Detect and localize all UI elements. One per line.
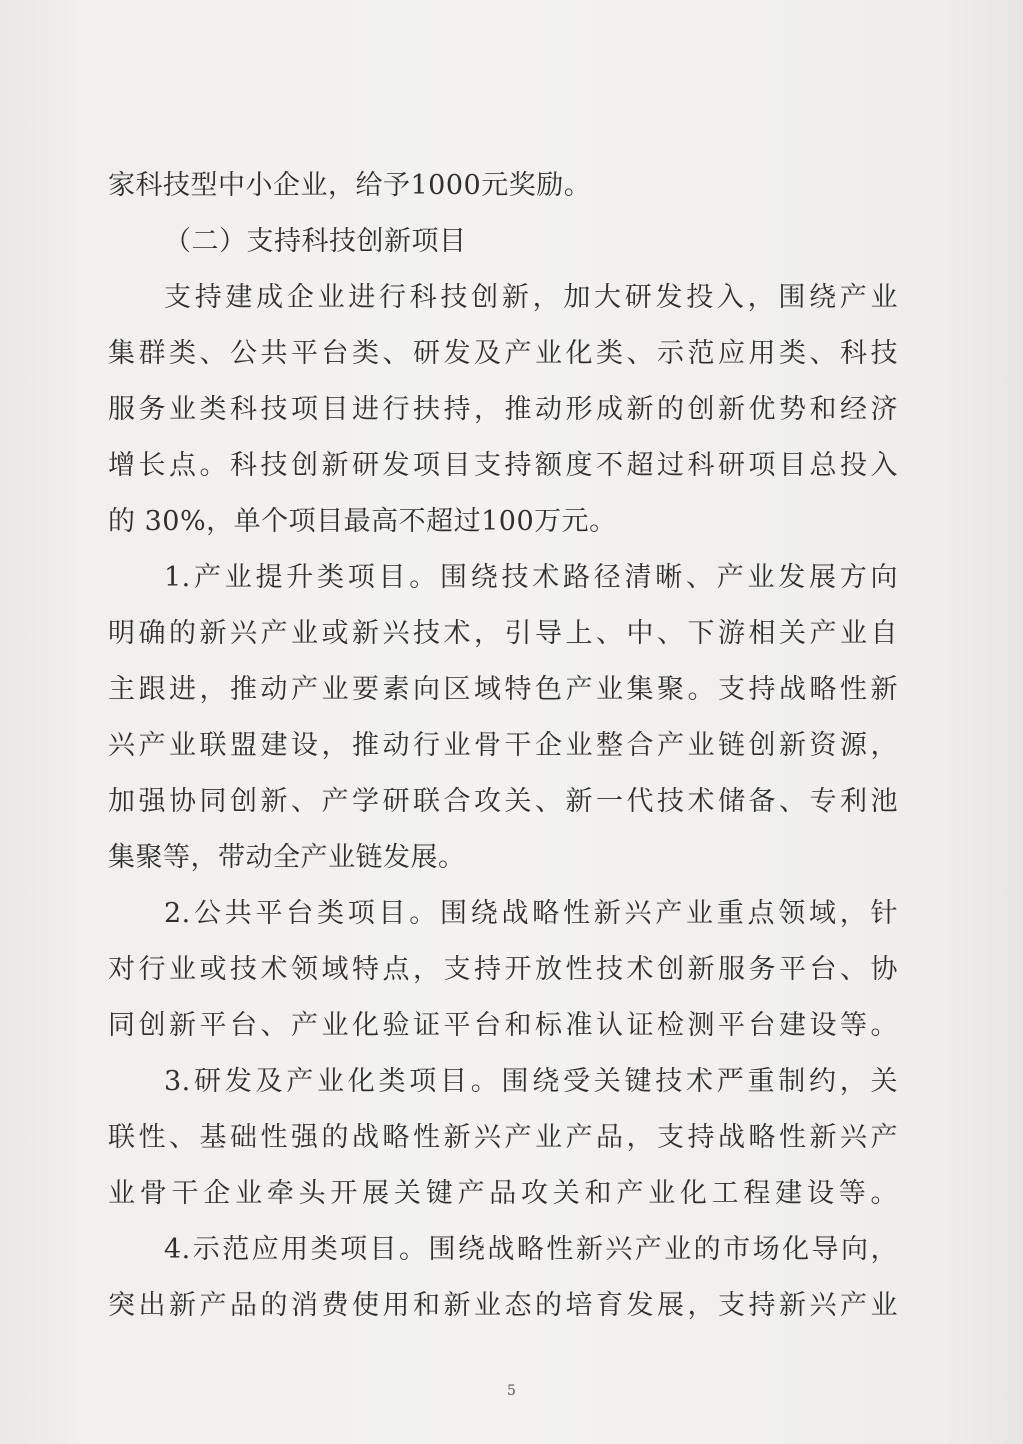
- text-line: 的 30%，单个项目最高不超过100万元。: [108, 506, 617, 537]
- text-line: 对行业或技术领域特点，支持开放性技术创新服务平台、协: [108, 954, 898, 985]
- text-line: 集群类、公共平台类、研发及产业化类、示范应用类、科技: [108, 338, 898, 369]
- text-line: 主跟进，推动产业要素向区域特色产业集聚。支持战略性新: [108, 674, 898, 705]
- text-line: 支持建成企业进行科技创新，加大研发投入，围绕产业: [164, 282, 898, 313]
- text-line: 加强协同创新、产学研联合攻关、新一代技术储备、专利池: [108, 786, 898, 817]
- section-heading: （二）支持科技创新项目: [164, 226, 467, 257]
- body-text: [108, 158, 898, 1334]
- text-line: 家科技型中小企业，给予1000元奖励。: [108, 170, 592, 201]
- text-line: 突出新产品的消费使用和新业态的培育发展，支持新兴产业: [108, 1290, 898, 1321]
- text-line: 4.示范应用类项目。围绕战略性新兴产业的市场化导向，: [164, 1234, 898, 1265]
- text-line: 明确的新兴产业或新兴技术，引导上、中、下游相关产业自: [108, 618, 898, 649]
- text-line: 服务业类科技项目进行扶持，推动形成新的创新优势和经济: [108, 394, 898, 425]
- text-line: 联性、基础性强的战略性新兴产业产品，支持战略性新兴产: [108, 1122, 898, 1153]
- text-line: 3.研发及产业化类项目。围绕受关键技术严重制约，关: [164, 1066, 898, 1097]
- text-line: 同创新平台、产业化验证平台和标准认证检测平台建设等。: [108, 1010, 898, 1041]
- text-line: 增长点。科技创新研发项目支持额度不超过科研项目总投入: [108, 450, 898, 481]
- text-line: 兴产业联盟建设，推动行业骨干企业整合产业链创新资源，: [108, 730, 898, 761]
- text-line: 集聚等，带动全产业链发展。: [108, 842, 466, 873]
- text-line: 业骨干企业牵头开展关键产品攻关和产业化工程建设等。: [108, 1178, 898, 1209]
- text-line: 1.产业提升类项目。围绕技术路径清晰、产业发展方向: [164, 562, 898, 593]
- page-number: 5: [507, 1383, 516, 1399]
- text-line: 2.公共平台类项目。围绕战略性新兴产业重点领域，针: [164, 898, 898, 929]
